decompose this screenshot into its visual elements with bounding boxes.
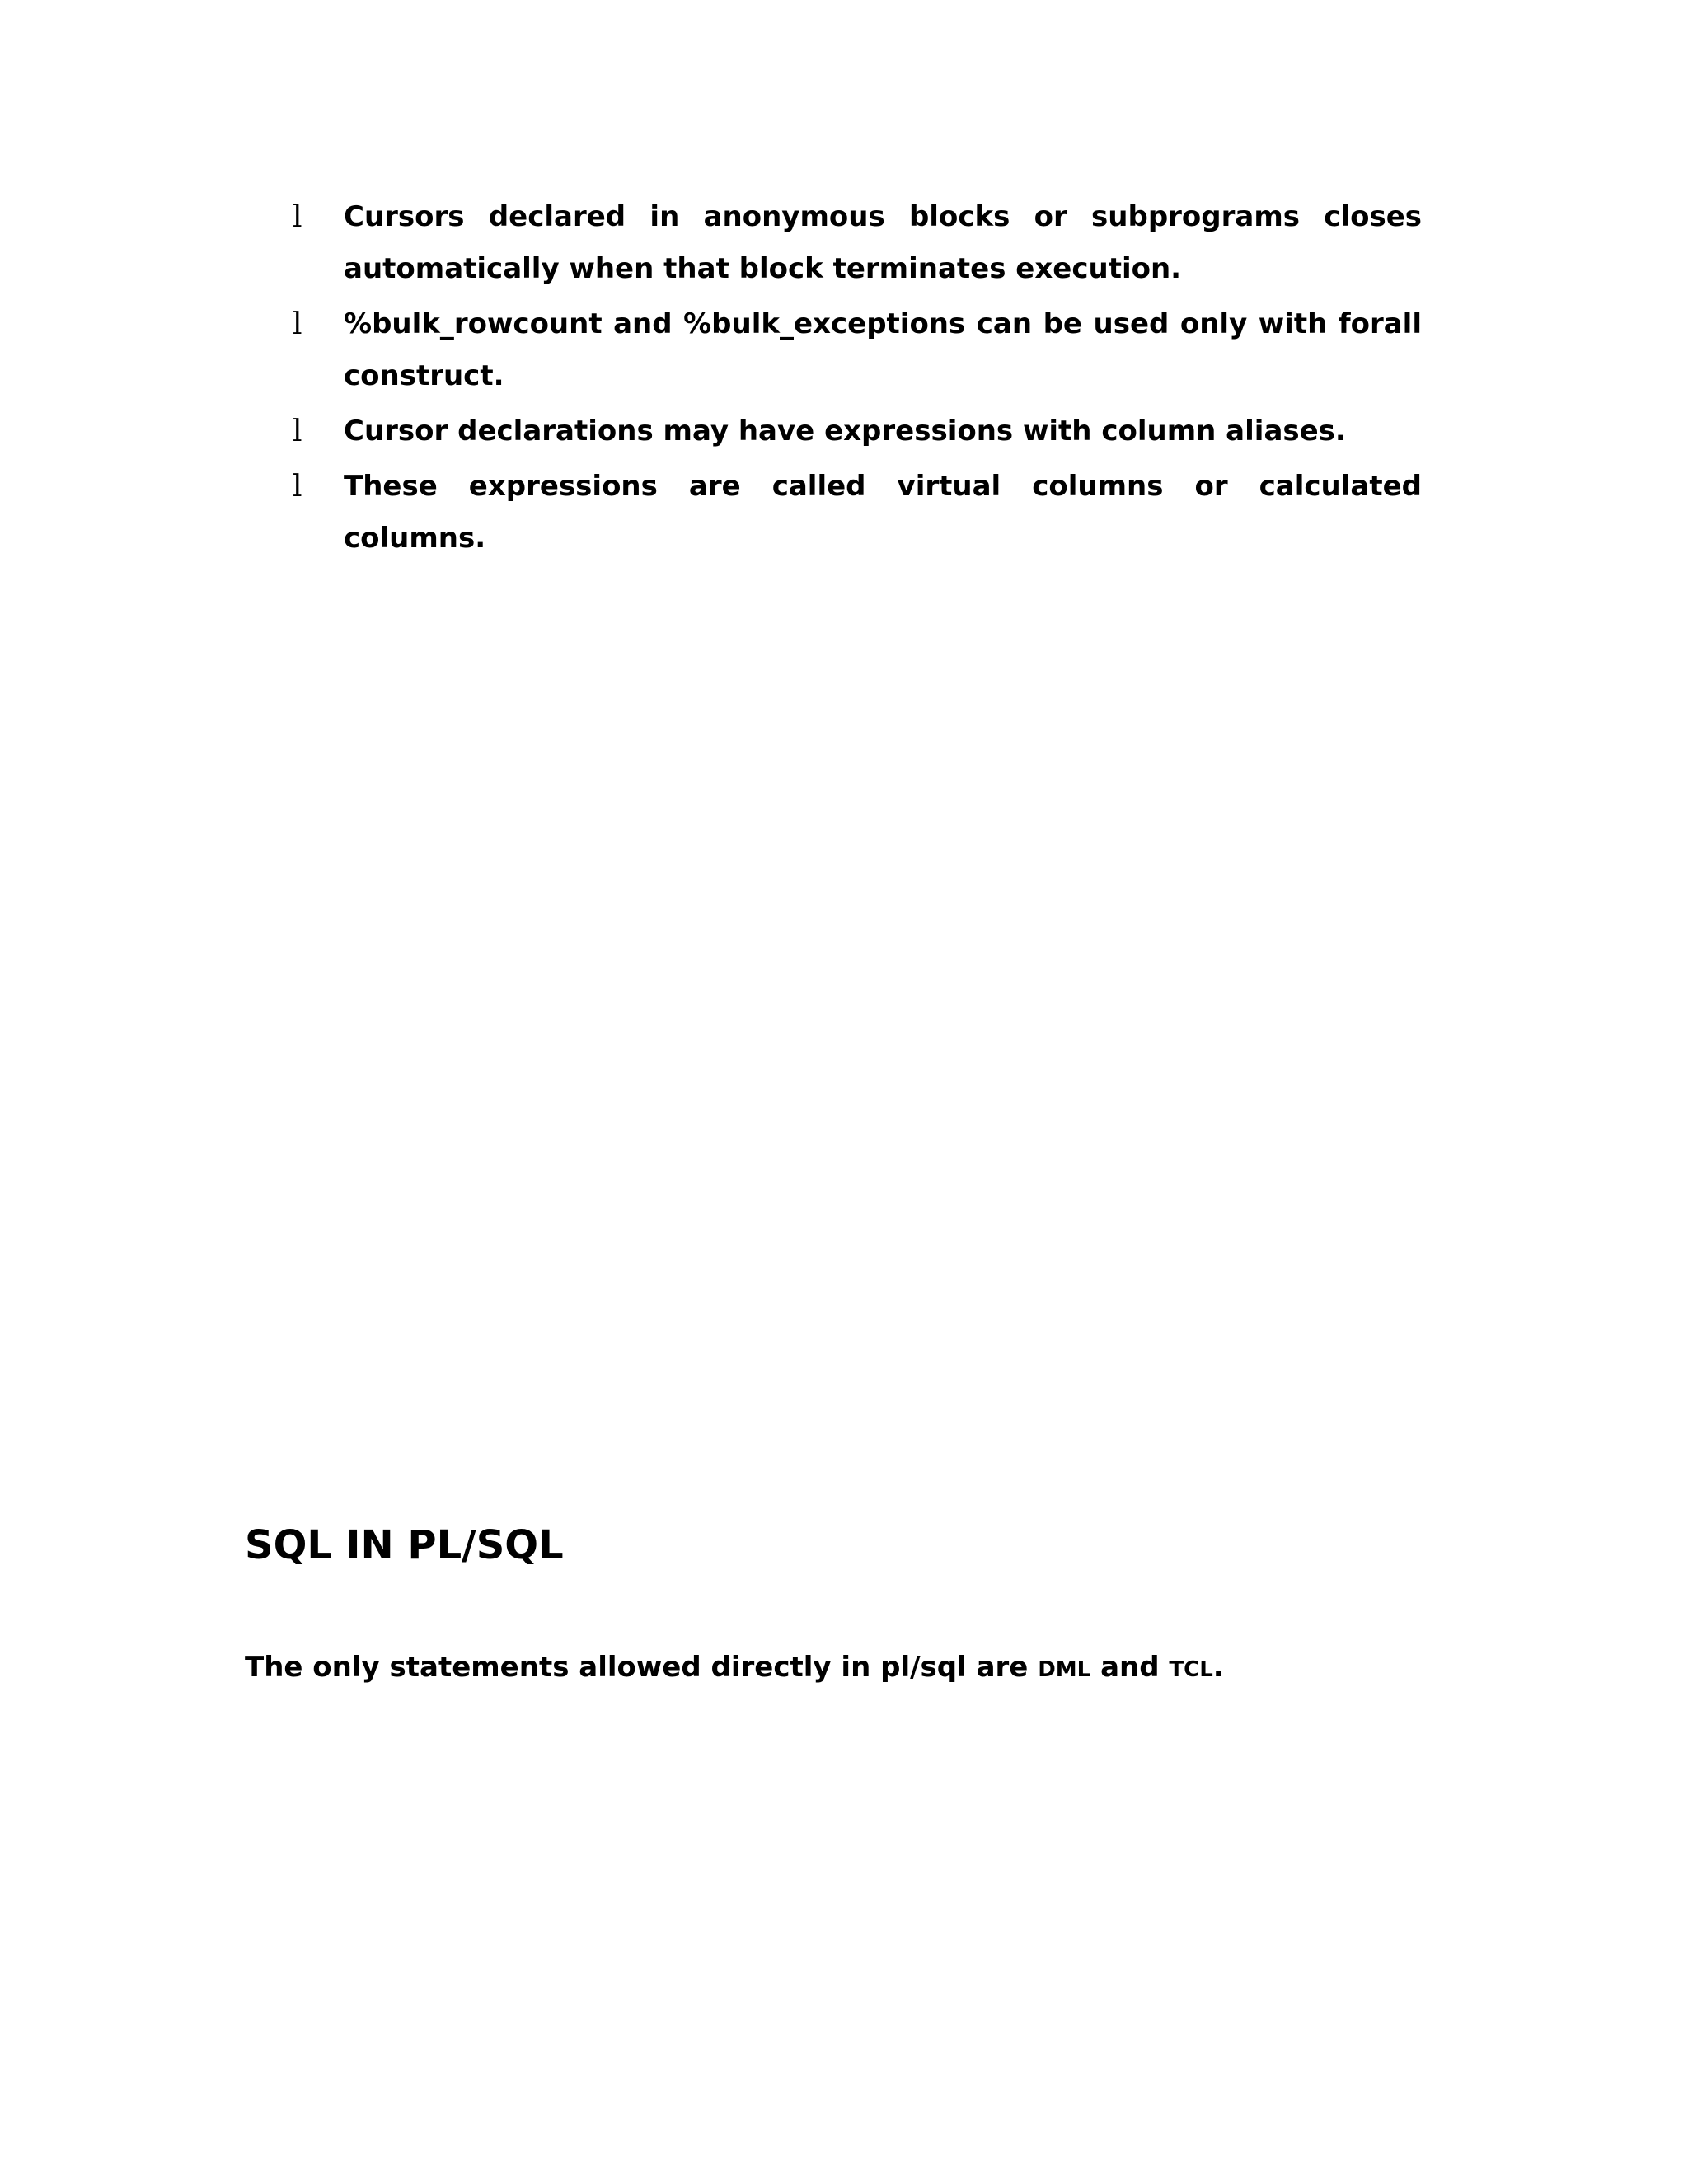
paragraph-text: .: [1212, 1651, 1224, 1684]
list-item-text: %bulk_rowcount and %bulk_exceptions can be used only with forall construct.: [344, 307, 1422, 392]
paragraph-text: The only statements allowed directly in pl/sql are: [245, 1651, 1039, 1684]
list-item: [293, 405, 1422, 457]
bullet-marker: l: [293, 415, 302, 448]
list-item: [293, 298, 1422, 402]
section-heading: SQL IN PL/SQL: [245, 1522, 564, 1568]
list-item-text: These expressions are called virtual columns or calculated columns.: [344, 470, 1422, 555]
bullet-marker: l: [293, 307, 302, 341]
list-item: [293, 461, 1422, 565]
dml-term: DML: [1038, 1657, 1091, 1682]
section-paragraph: [245, 1647, 1224, 1690]
list-item: [293, 191, 1422, 295]
paragraph-text: and: [1090, 1651, 1170, 1684]
list-item-text: Cursor declarations may have expressions with column aliases.: [344, 415, 1346, 448]
tcl-term: TCL: [1169, 1657, 1213, 1682]
bullet-marker: l: [293, 200, 302, 234]
list-item-text: Cursors declared in anonymous blocks or subprograms closes automatically when that block terminates execution.: [344, 200, 1422, 285]
bullet-list: [293, 191, 1422, 568]
bullet-marker: l: [293, 470, 302, 504]
